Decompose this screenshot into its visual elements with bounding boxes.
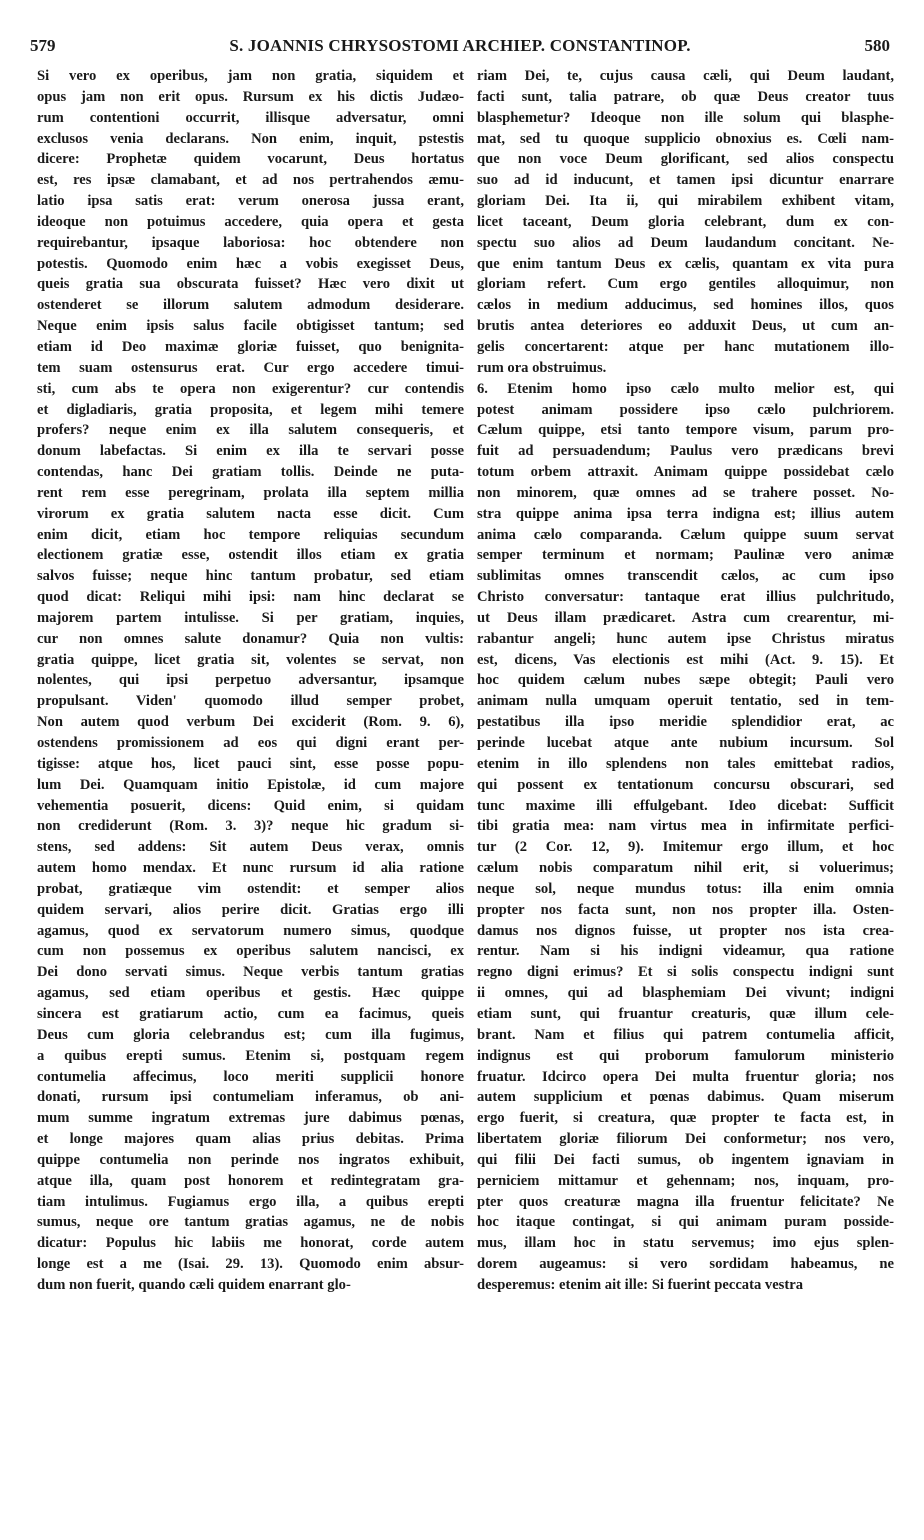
text-line: cælos in medium adducimus, sed homines illos, quos bbox=[477, 297, 894, 314]
text-line: licet taceant, Deum gloria celebrant, dum ex con- bbox=[477, 213, 894, 230]
text-line: cælum nobis comparatum nihil erit, si voluerimus; bbox=[477, 860, 894, 877]
text-line: tunc maxime illi effulgebant. Ideo dicebat: Sufficit bbox=[477, 797, 894, 814]
text-line: quod dicat: Reliqui mihi ipsi: nam hinc declarat se bbox=[37, 589, 464, 606]
text-line: enim dicit, etiam hoc tempore reliquias secundum bbox=[37, 526, 464, 543]
text-line: tem suam ostensurus erat. Cur ergo accedere timui- bbox=[37, 359, 464, 376]
text-line: Christo conversatur: tantaque erat illius pulchritudo, bbox=[477, 589, 894, 606]
text-line: riam Dei, te, cujus causa cæli, qui Deum laudant, bbox=[477, 68, 894, 84]
text-line: dorem augeamus: si vero sordidam habeamus, ne bbox=[477, 1256, 894, 1273]
text-line: mus, illam hoc in statu servemus; imo ejus splen- bbox=[477, 1235, 894, 1252]
text-line: hoc quidem cælum nubes sæpe obtegit; Pauli vero bbox=[477, 672, 894, 689]
text-line: 6. Etenim homo ipso cælo multo melior est, qui bbox=[477, 380, 894, 397]
text-line: ostendens promissionem ad eos qui digni erant per- bbox=[37, 735, 464, 751]
text-line: Dei dono servati simus. Neque verbis tantum gratias bbox=[37, 964, 464, 981]
text-line: autem supplicium et pœnas dabimus. Quam miserum bbox=[477, 1089, 894, 1106]
text-line: cum non possemus ex operibus salutem nancisci, ex bbox=[37, 943, 464, 960]
text-line: perniciem mittamur et gehennam; nos, inquam, pro- bbox=[477, 1172, 894, 1189]
text-line: pter quos creaturæ magna illa fruentur felicitate? Ne bbox=[477, 1193, 894, 1210]
text-line: et longe majores quam alias prius debitas. Prima bbox=[37, 1131, 464, 1148]
text-line: libertatem gloriæ filiorum Dei conformetur; nos vero, bbox=[477, 1131, 894, 1148]
text-line: requirebantur, ipsaque laboriosa: hoc obtendere non bbox=[37, 234, 464, 251]
text-line: majorem partem intulisse. Si per gratiam, inquies, bbox=[37, 609, 464, 626]
text-line: stens, sed addens: Sit autem Deus verax, omnis bbox=[37, 839, 464, 856]
text-line: pestatibus illa ipso meridie splendidior erat, ac bbox=[477, 714, 894, 731]
text-line: ut Deus illam prædicaret. Astra cum crearentur, mi- bbox=[477, 609, 894, 626]
text-line: spectu suo alios ad Deum laudandum concitant. Ne- bbox=[477, 234, 894, 251]
page-header bbox=[30, 36, 890, 62]
text-line: vehementia posuerit, dicens: Quid enim, si quidam bbox=[37, 797, 464, 814]
text-line: blasphemetur? Ideoque non ille solum qui blasphe- bbox=[477, 109, 894, 126]
text-line: sumus, neque ore tantum gratias agamus, ne de nobis bbox=[37, 1214, 464, 1231]
text-line: donum labefactas. Si enim ex illa te servari posse bbox=[37, 443, 464, 460]
text-line: gloriam refert. Cum ergo gentiles alloquimur, non bbox=[477, 276, 894, 293]
text-line: non minorem, quæ omnes ad se trahere posset. No- bbox=[477, 484, 894, 501]
text-line: Si vero ex operibus, jam non gratia, siquidem et bbox=[37, 68, 464, 84]
text-line: quippe contumelia non perinde nos ingratos exhibuit, bbox=[37, 1151, 464, 1168]
text-line: rabantur angeli; hunc autem ipse Christus miratus bbox=[477, 630, 894, 647]
text-line: gloriam Dei. Ita ii, qui mirabilem exhibent vitam, bbox=[477, 193, 894, 210]
text-line: fuit ad persuadendum; Paulus vero prædicans brevi bbox=[477, 443, 894, 460]
text-line: opus jam non erit opus. Rursum ex his dictis Judæo- bbox=[37, 88, 464, 105]
text-line: a quibus erepti sumus. Etenim si, postquam regem bbox=[37, 1047, 464, 1064]
text-line: gelis concertarent: atque per hanc mutationem illo- bbox=[477, 338, 894, 355]
text-line: etiam sunt, qui fruantur creaturis, quæ illum cele- bbox=[477, 1005, 894, 1022]
text-line: autem homo mendax. Et nunc rursum id alia ratione bbox=[37, 860, 464, 877]
text-line: sublimitas omnes transcendit cælos, ac cum ipso bbox=[477, 568, 894, 585]
text-line: rum contentioni occurrit, illisque adversatur, omni bbox=[37, 109, 464, 126]
text-line: et digladiaris, gratia proposita, et legem mihi temere bbox=[37, 401, 464, 418]
text-line: rent rem esse peregrinam, prolata illa septem millia bbox=[37, 484, 464, 501]
text-line: propulsant. Viden' quomodo illud semper probet, bbox=[37, 693, 464, 710]
text-line: profers? neque enim ex illa salutem consequeris, et bbox=[37, 422, 464, 439]
text-line: virorum ex gratia salutem nacta esse dicit. Cum bbox=[37, 505, 464, 522]
text-line: Non autem quod verbum Dei exciderit (Rom. 9. 6), bbox=[37, 714, 464, 731]
text-line: qui filii Dei facti sumus, ob ingentem ignaviam in bbox=[477, 1151, 894, 1168]
text-line: etiam id Deo maximæ gloriæ fuisset, quo benignita- bbox=[37, 338, 464, 355]
text-line: ideoque non potuimus accedere, quia opera et gesta bbox=[37, 213, 464, 230]
text-line: atque illa, quam post honorem et redintegratam gra- bbox=[37, 1172, 464, 1189]
text-line: desperemus: etenim ait ille: Si fuerint peccata vestra bbox=[477, 1276, 803, 1293]
text-line: salvos fuisse; neque hinc tantum probatur, sed etiam bbox=[37, 568, 464, 585]
text-line: rum ora obstruimus. bbox=[477, 359, 607, 376]
text-line: gratia quippe, licet gratia sit, volentes se servat, non bbox=[37, 651, 464, 668]
text-line: dicere: Prophetæ quidem vocarunt, Deus hortatus bbox=[37, 151, 464, 168]
text-line: contumelia affecimus, loco meriti supplicii honore bbox=[37, 1068, 464, 1085]
text-line: dicatur: Populus hic labiis me honorat, corde autem bbox=[37, 1235, 464, 1252]
text-line: queis gratia sua obscurata fuisset? Hæc vero dixit ut bbox=[37, 276, 464, 293]
text-line: totum orbem attraxit. Animam quippe possidebat cælo bbox=[477, 464, 894, 481]
text-line: propter nos facta sunt, non nos propter illa. Osten- bbox=[477, 901, 894, 918]
text-line: stra quippe anima ipsa terra indigna est; illius autem bbox=[477, 505, 894, 522]
text-line: tur (2 Cor. 12, 9). Imitemur ergo illum, et hoc bbox=[477, 839, 894, 856]
text-line: Neque enim ipsis salus facile obtigisset tantum; sed bbox=[37, 318, 464, 335]
right-text-column bbox=[477, 66, 894, 1296]
text-line: electionem gratiæ esse, ostendit illos etiam ex gratia bbox=[37, 547, 464, 564]
text-line: dum non fuerit, quando cæli quidem enarrant glo- bbox=[37, 1276, 351, 1293]
text-line: ii omnes, qui ad blasphemiam Dei vivunt; indigni bbox=[477, 985, 894, 1002]
text-line: animam nulla umquam operuit tentatio, sed in tem- bbox=[477, 693, 894, 710]
text-line: facti sunt, talia patrare, ob quæ Deus creator tuus bbox=[477, 88, 894, 105]
text-line: mat, sed tu quoque supplicio obnoxius es. Cœli nam- bbox=[477, 130, 894, 147]
text-line: Cælum quippe, etsi tanto tempore visum, parum pro- bbox=[477, 422, 894, 439]
text-line: exclusos venia declarans. Non enim, inquit, pstestis bbox=[37, 130, 464, 147]
text-line: brutis antea deteriores eo adduxit Deus, ut cum an- bbox=[477, 318, 894, 335]
text-line: potest animam possidere ipso cælo pulchriorem. bbox=[477, 401, 894, 418]
text-line: brant. Nam et filius qui patrem contumelia afficit, bbox=[477, 1026, 894, 1043]
text-line: semper terminum et normam; Paulinæ vero animæ bbox=[477, 547, 894, 564]
text-line: ostenderet se illorum salutem admodum desiderare. bbox=[37, 297, 464, 314]
text-line: tibi gratia mea: nam virtus mea in infirmitate perfici- bbox=[477, 818, 894, 835]
text-line: tigisse: atque hos, licet pauci sint, esse posse popu- bbox=[37, 755, 464, 772]
text-line: indignus est qui proborum famulorum ministerio bbox=[477, 1047, 894, 1064]
text-line: damus nos dignos fuisse, ut propter nos ista crea- bbox=[477, 922, 894, 939]
text-line: fruatur. Idcirco opera Dei multa fruentur gloria; nos bbox=[477, 1068, 894, 1085]
left-text-column bbox=[37, 66, 464, 1296]
text-line: agamus, quod ex servatorum numero simus, quodque bbox=[37, 922, 464, 939]
text-line: probat, gratiæque vim ostendit: et semper alios bbox=[37, 880, 464, 897]
text-line: etenim in illo splendens non tales emittebat radios, bbox=[477, 755, 894, 772]
page-number-left: 579 bbox=[30, 36, 56, 55]
text-line: anima cælo comparanda. Cælum quippe suum servat bbox=[477, 526, 894, 543]
running-title: S. JOANNIS CHRYSOSTOMI ARCHIEP. CONSTANTINOP. bbox=[229, 36, 691, 55]
text-line: latio ipsa satis erat: verum onerosa jussa erant, bbox=[37, 193, 464, 210]
text-line: non crediderunt (Rom. 3. 3)? neque hic gradum si- bbox=[37, 818, 464, 835]
text-line: longe est a me (Isai. 29. 13). Quomodo enim absur- bbox=[37, 1256, 464, 1273]
text-line: agamus, sed etiam operibus et gestis. Hæc quippe bbox=[37, 985, 464, 1002]
text-line: que enim tantum Deus ex cælis, quantam ex vita pura bbox=[477, 255, 894, 272]
text-line: que non voce Deum glorificant, sed alios conspectu bbox=[477, 151, 894, 168]
text-line: qui possent ex tentationum concursu obscurari, sed bbox=[477, 776, 894, 793]
text-line: sti, cum abs te opera non exigerentur? cur contendis bbox=[37, 380, 464, 397]
text-line: hoc itaque contingat, si qui animam puram posside- bbox=[477, 1214, 894, 1231]
text-line: neque sol, neque mundus totus: illa enim omnia bbox=[477, 880, 894, 897]
page-number-right: 580 bbox=[864, 36, 890, 55]
text-line: mum summe ingratum extremas jure dabimus pœnas, bbox=[37, 1110, 464, 1127]
text-line: ergo fuerit, si creatura, quæ propter te facta est, in bbox=[477, 1110, 894, 1127]
text-line: suo ad id inducunt, et tamen ipsi dicuntur enarrare bbox=[477, 172, 894, 189]
text-line: lum Dei. Quamquam initio Epistolæ, id cum majore bbox=[37, 776, 464, 793]
text-line: est, dicens, Vas electionis est mihi (Act. 9. 15). Et bbox=[477, 651, 894, 668]
text-line: regno digni erimus? Et si solis conspectu indigni sunt bbox=[477, 964, 894, 981]
text-line: sincera est gratiarum actio, cum ea facimus, queis bbox=[37, 1005, 464, 1022]
text-line: donati, rursum ipsi contumeliam inferamus, ob ani- bbox=[37, 1089, 464, 1106]
text-line: tiam intulimus. Fugiamus ergo illa, a quibus erepti bbox=[37, 1193, 464, 1210]
text-line: nolentes, qui ipsi perpetuo adversantur, ipsamque bbox=[37, 672, 464, 689]
text-line: contendas, hanc Dei gratiam tollis. Deinde ne puta- bbox=[37, 464, 464, 481]
text-line: Deus cum gloria celebrandus est; cum illa fugimus, bbox=[37, 1026, 464, 1043]
text-line: est, res ipsæ clamabant, et ad nos pertrahendos æmu- bbox=[37, 172, 464, 189]
text-line: cur non omnes salute donamur? Quia non vultis: bbox=[37, 630, 464, 647]
text-line: potestis. Quomodo enim hæc a vobis exegisset Deus, bbox=[37, 255, 464, 272]
text-line: rentur. Nam si his indigni videamur, qua ratione bbox=[477, 943, 894, 960]
text-line: perinde lucebat atque ante nubium incursum. Sol bbox=[477, 735, 894, 751]
text-line: quidem servari, alios perire dicit. Gratias ergo illi bbox=[37, 901, 464, 918]
